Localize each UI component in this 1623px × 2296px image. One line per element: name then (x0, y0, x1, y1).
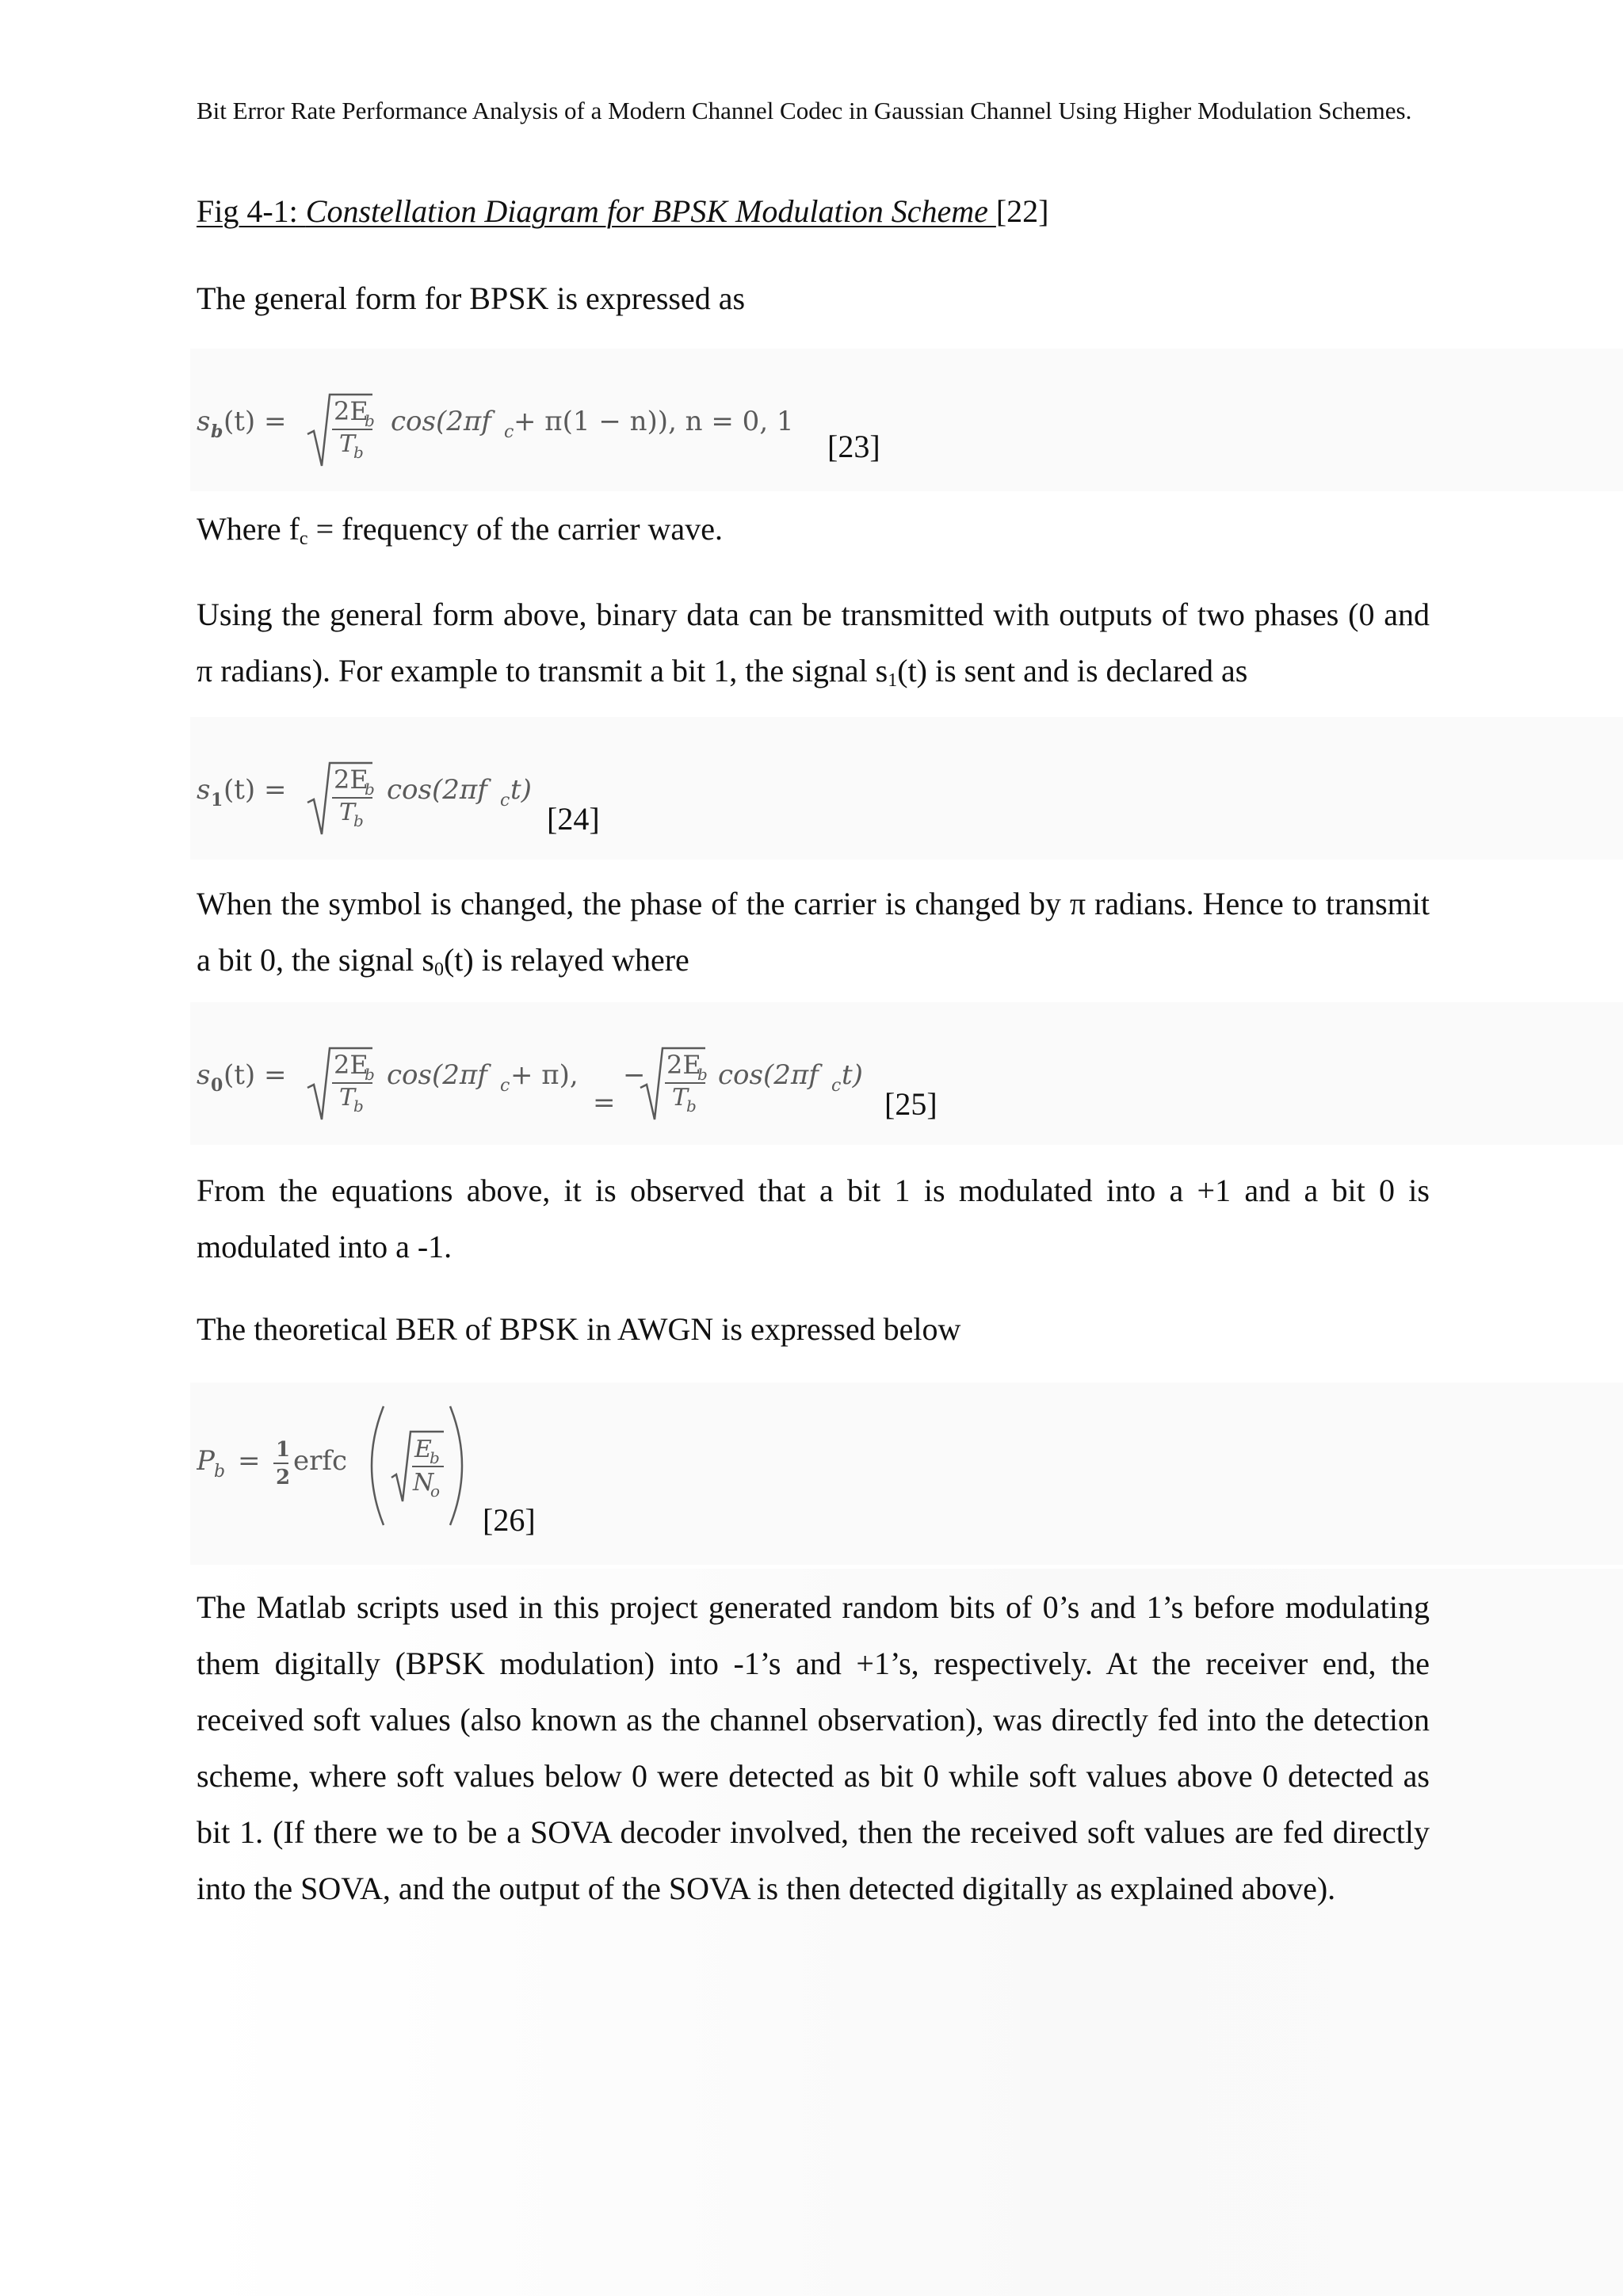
eq26-right-paren (450, 1406, 462, 1525)
eq23-lhs: s (197, 406, 211, 437)
eq25-lhs: s (197, 1059, 211, 1091)
eq24-body-a: cos(2πf (387, 774, 487, 806)
paragraph-symbol-change (197, 875, 1430, 998)
paragraph-carrier-frequency (197, 509, 723, 559)
eq26-left-paren (372, 1406, 384, 1525)
eq25-body2-sub: c (831, 1076, 842, 1096)
p2-prefix: Where f (197, 511, 300, 547)
eq23-body-b: + π(1 − n)), n = 0, 1 (514, 406, 794, 437)
eq25-lhs-sub: 0 (211, 1075, 223, 1096)
eq23-lhs-sub: b (211, 421, 223, 442)
eq25-body1-a: cos(2πf (387, 1059, 487, 1091)
running-header (197, 95, 1433, 126)
eq24-arg: (t) = (223, 774, 287, 806)
eq24-num-sub: b (365, 780, 375, 799)
p2-suffix: = frequency of the carrier wave. (307, 511, 723, 547)
eq25-num-2: 2E (666, 1050, 701, 1080)
eq26-num: E (414, 1436, 432, 1463)
eq24-lhs: s (197, 774, 211, 806)
eq26-func: erfc (293, 1445, 347, 1477)
equation-23-graphic (197, 364, 989, 483)
p4-text-a: When the symbol is changed, the phase of the carrier is changed by π radians. Hence to transmit a bit 0, the signal s (197, 886, 1430, 978)
figure-caption-underlined (197, 193, 996, 229)
eq25-body1-b: + π), (510, 1059, 579, 1091)
eq25-equals: = (593, 1087, 616, 1119)
eq25-num-sub-2: b (697, 1065, 708, 1084)
eq26-lhs-sub: b (214, 1462, 226, 1482)
running-header-text: Bit Error Rate Performance Analysis of a Modern Channel Codec in Gaussian Channel Using Higher Modulation Schemes. (197, 97, 1412, 124)
eq25-body2-a: cos(2πf (718, 1059, 819, 1091)
p4-sub: 0 (433, 959, 444, 980)
eq26-half-den: 2 (276, 1466, 291, 1489)
paragraph-matlab-scripts (197, 1579, 1430, 1917)
figure-label: Fig 4-1: (197, 193, 306, 229)
p3-sub: 1 (888, 670, 898, 691)
equation-24 (197, 733, 751, 852)
equation-number-25: [25] (884, 1086, 938, 1122)
paragraph-theoretical-ber (197, 1310, 960, 1349)
eq24-body-b: t) (510, 774, 532, 806)
equation-24-graphic (197, 733, 751, 852)
eq23-num: 2E (334, 396, 369, 426)
eq24-den-sub: b (353, 811, 364, 830)
p6-text: The theoretical BER of BPSK in AWGN is expressed below (197, 1311, 961, 1347)
eq24-num: 2E (334, 765, 369, 795)
figure-title: Constellation Diagram for BPSK Modulation Scheme (305, 193, 996, 229)
eq25-num-1: 2E (334, 1050, 369, 1080)
equation-25 (197, 1018, 989, 1137)
equation-number-23: [23] (827, 429, 880, 464)
eq23-den-sub: b (353, 443, 364, 462)
eq26-den: N (413, 1469, 434, 1497)
equation-23 (197, 364, 1306, 483)
p7-text: The Matlab scripts used in this project generated random bits of 0’s and 1’s before modulating them digitally (BPSK modulation) into -1’s and +1’s, respectively. At the receiver end, the received soft values (also known as the channel observation), was directly fed into the detection scheme, where soft values below 0 were detected as bit 0 while soft values above 0 detected as bit 1. (If there we to be a SOVA decoder involved, then the received soft values are fed directly into the SOVA, and the output of the SOVA is then detected digitally as explained above). (197, 1589, 1430, 1906)
eq26-den-sub: o (430, 1482, 441, 1501)
paragraph-binary-data (197, 586, 1430, 709)
eq25-den-1: T (339, 1084, 356, 1112)
p3-text-a: Using the general form above, binary data can be transmitted with outputs of two phases (0 and π radians). For example to transmit a bit 1, the signal s (197, 597, 1430, 688)
eq23-arg: (t) = (223, 406, 287, 437)
eq26-eq: = (238, 1445, 261, 1477)
eq26-half-num: 1 (276, 1438, 291, 1462)
paragraph-text: The general form for BPSK is expressed as (197, 280, 746, 316)
eq25-den-2: T (672, 1084, 689, 1112)
eq25-minus: − (623, 1059, 646, 1091)
eq23-den: T (339, 430, 356, 458)
eq25-body1-sub: c (500, 1076, 510, 1096)
eq25-num-sub-1: b (365, 1065, 375, 1084)
eq23-body-a: cos(2πf (391, 406, 491, 437)
paragraph-modulation-mapping (197, 1162, 1430, 1275)
eq24-lhs-sub: 1 (211, 790, 223, 810)
eq25-body2-b: t) (842, 1059, 863, 1091)
p5-text: From the equations above, it is observed that a bit 1 is modulated into a +1 and a bit 0 is modulated into a -1. (197, 1173, 1430, 1264)
eq24-den: T (339, 799, 356, 826)
p2-sub: c (299, 528, 308, 549)
figure-caption (197, 192, 1049, 231)
p3-text-b: (t) is sent and is declared as (897, 653, 1248, 688)
equation-25-graphic (197, 1018, 989, 1137)
eq25-den-sub-2: b (686, 1097, 697, 1116)
figure-reference: [22] (995, 193, 1049, 229)
eq25-den-sub-1: b (353, 1097, 364, 1116)
eq26-num-sub: b (430, 1448, 440, 1467)
eq25-arg: (t) = (223, 1059, 287, 1091)
eq26-lhs: P (197, 1445, 215, 1477)
eq23-body-sub: c (504, 422, 514, 442)
eq23-num-sub: b (365, 411, 375, 430)
paragraph-general-form (197, 279, 745, 318)
p4-text-b: (t) is relayed where (443, 942, 689, 978)
equation-number-26: [26] (483, 1502, 536, 1538)
equation-number-24: [24] (547, 801, 600, 837)
eq24-body-sub: c (500, 791, 510, 810)
